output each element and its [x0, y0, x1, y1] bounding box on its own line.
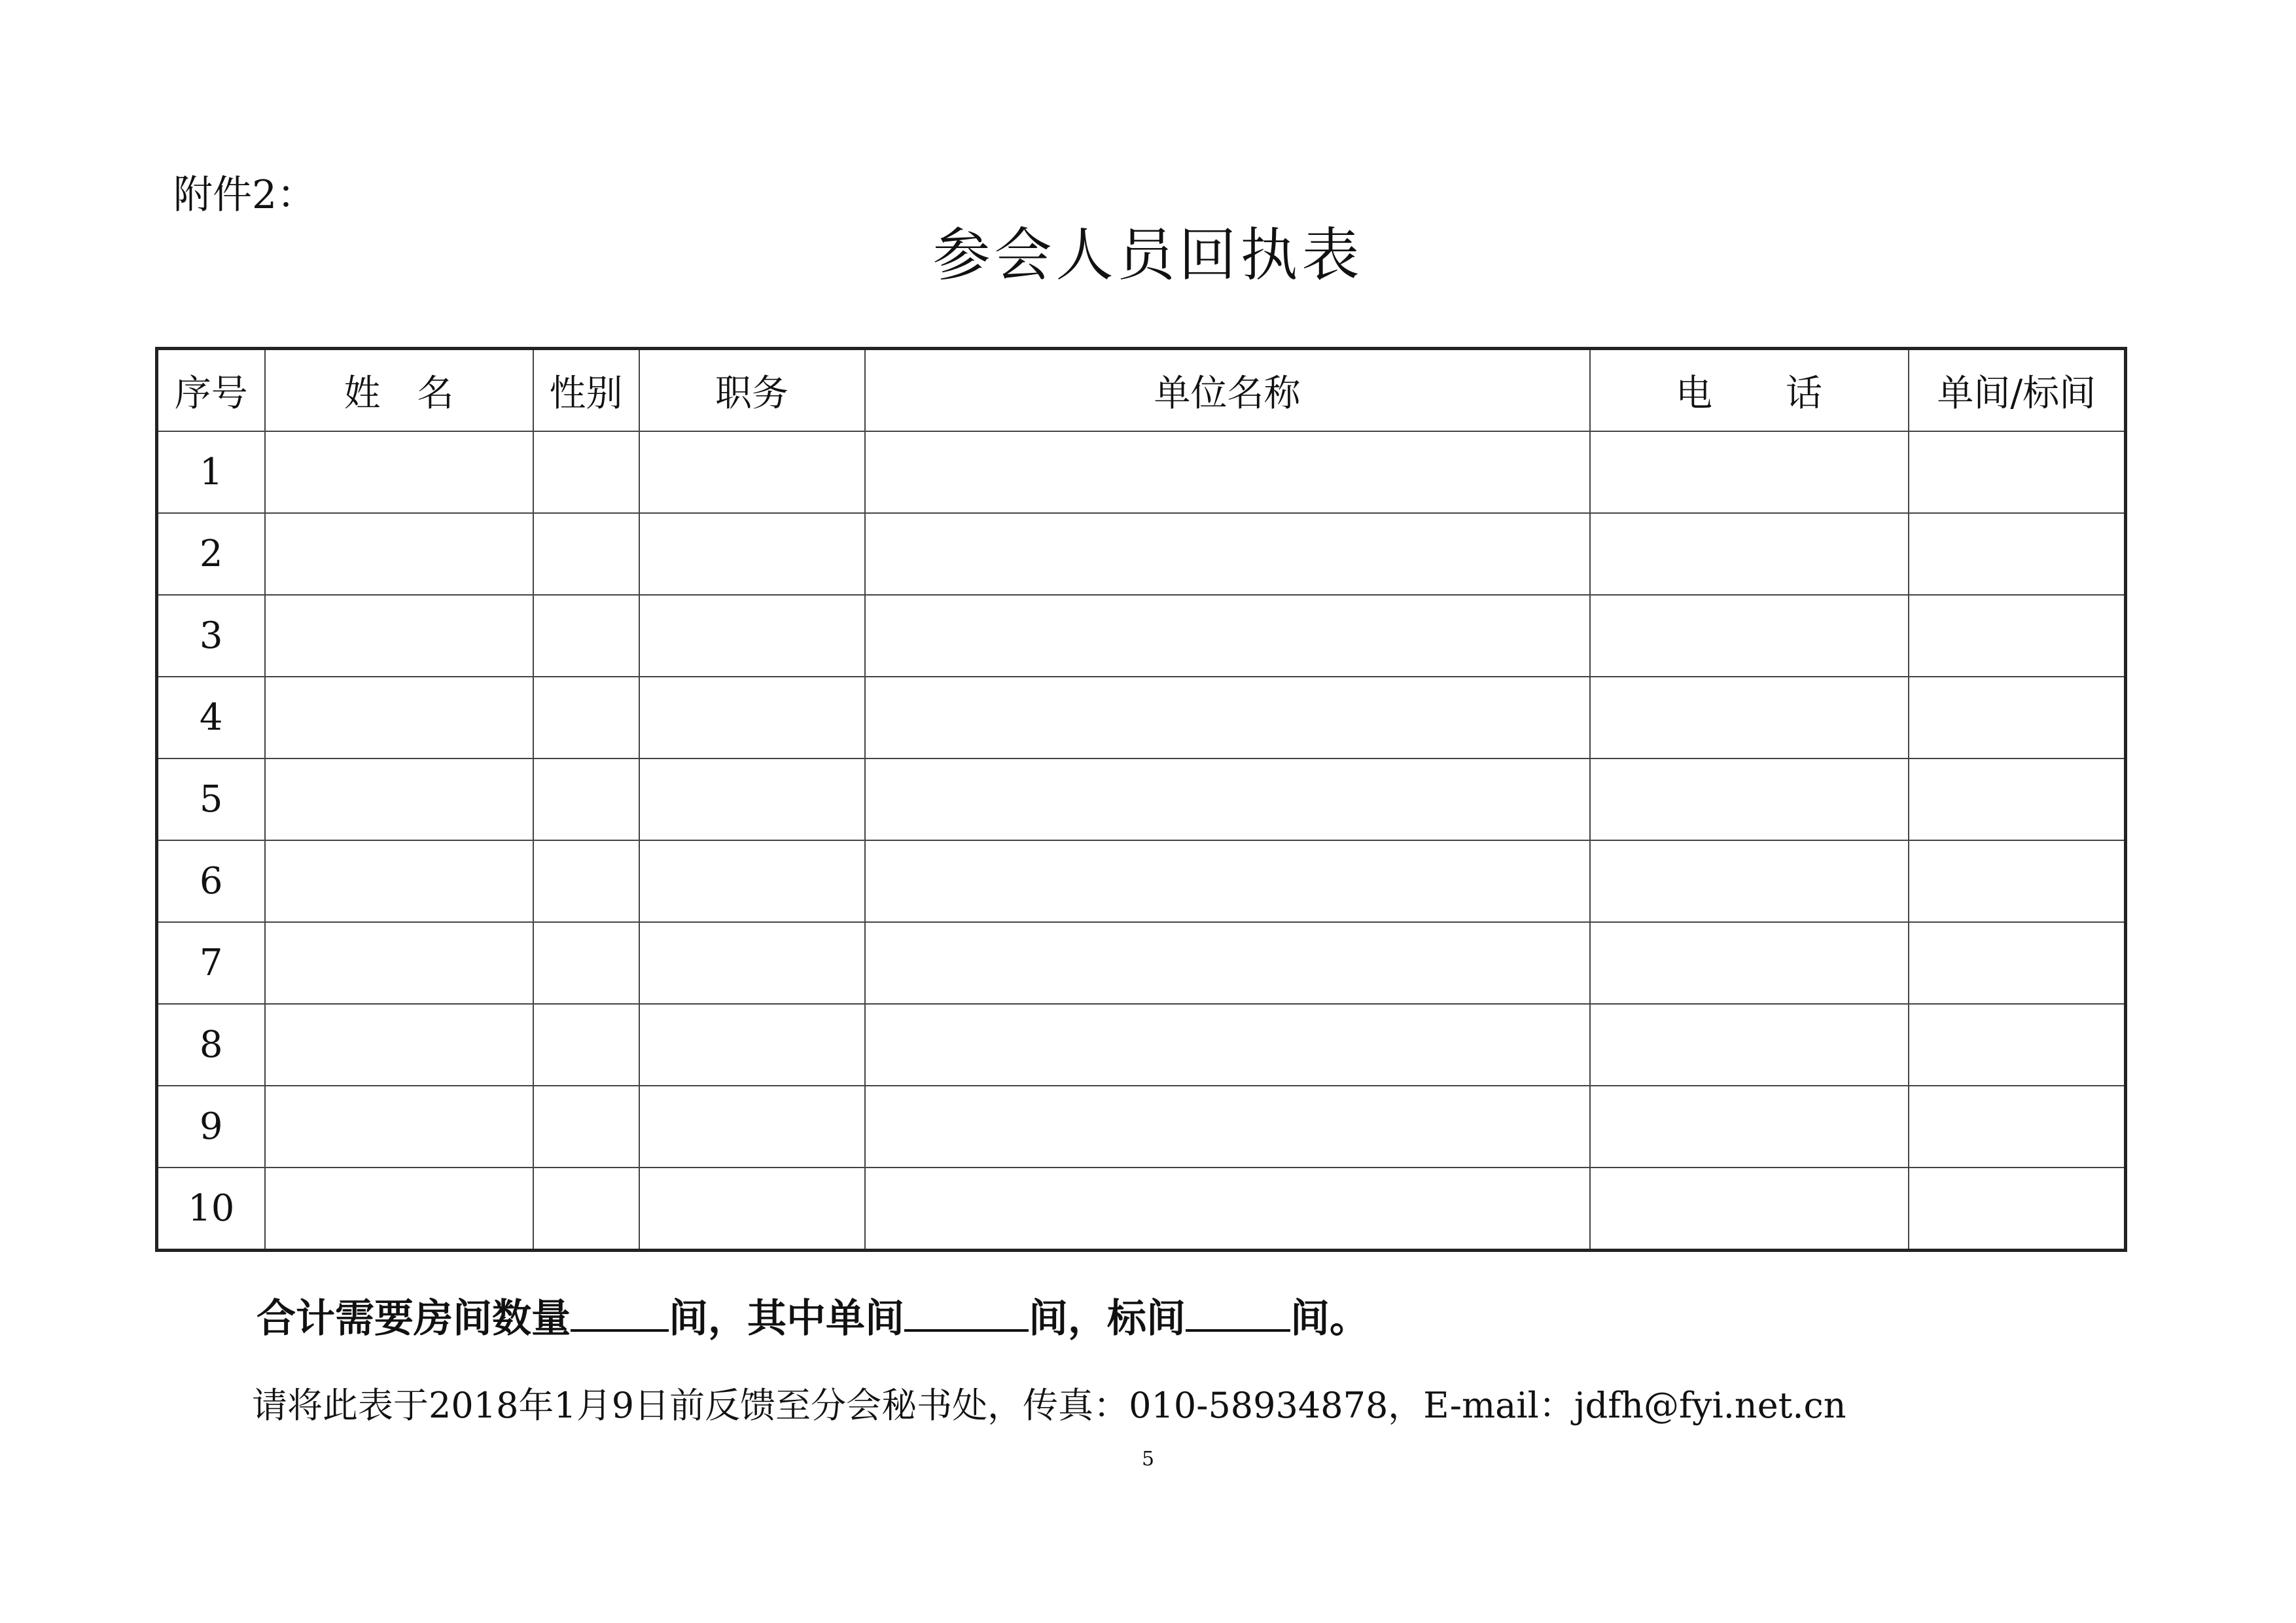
table-row: [157, 840, 2126, 922]
cell-gender[interactable]: [533, 1168, 639, 1251]
cell-phone[interactable]: [1590, 840, 1909, 922]
cell-index: 1: [157, 431, 265, 513]
cell-room-type[interactable]: [1909, 1004, 2126, 1086]
cell-name[interactable]: [265, 1086, 533, 1168]
table-row: [157, 922, 2126, 1004]
cell-name[interactable]: [265, 1168, 533, 1251]
cell-phone[interactable]: [1590, 513, 1909, 595]
cell-room-type[interactable]: [1909, 922, 2126, 1004]
cell-gender[interactable]: [533, 595, 639, 677]
cell-index: 3: [157, 595, 265, 677]
cell-index: 6: [157, 840, 265, 922]
cell-gender[interactable]: [533, 1086, 639, 1168]
header-organization: 单位名称: [865, 349, 1590, 432]
cell-position[interactable]: [639, 1004, 865, 1086]
summary-text-4: 间。: [1290, 1296, 1369, 1342]
document-title: 参会人员回执表: [932, 221, 1364, 289]
cell-organization[interactable]: [865, 513, 1590, 595]
cell-room-type[interactable]: [1909, 1168, 2126, 1251]
cell-room-type[interactable]: [1909, 758, 2126, 840]
table-row: [157, 513, 2126, 595]
cell-gender[interactable]: [533, 431, 639, 513]
table-row: [157, 677, 2126, 758]
cell-index: 5: [157, 758, 265, 840]
cell-index: 10: [157, 1168, 265, 1251]
cell-organization[interactable]: [865, 1086, 1590, 1168]
cell-position[interactable]: [639, 1168, 865, 1251]
cell-gender[interactable]: [533, 1004, 639, 1086]
cell-phone[interactable]: [1590, 595, 1909, 677]
cell-phone[interactable]: [1590, 922, 1909, 1004]
standard-rooms-blank[interactable]: [1186, 1293, 1290, 1332]
cell-gender[interactable]: [533, 758, 639, 840]
cell-gender[interactable]: [533, 513, 639, 595]
cell-name[interactable]: [265, 840, 533, 922]
total-rooms-blank[interactable]: [571, 1293, 669, 1332]
cell-name[interactable]: [265, 677, 533, 758]
cell-phone[interactable]: [1590, 677, 1909, 758]
room-summary: [256, 1293, 1369, 1345]
cell-room-type[interactable]: [1909, 840, 2126, 922]
summary-text-1: 合计需要房间数量: [256, 1296, 571, 1342]
single-rooms-blank[interactable]: [904, 1293, 1029, 1332]
registration-table: [155, 347, 2127, 1252]
table-row: [157, 758, 2126, 840]
cell-gender[interactable]: [533, 840, 639, 922]
table-header-row: [157, 349, 2126, 432]
header-position: 职务: [639, 349, 865, 432]
header-room-type: 单间/标间: [1909, 349, 2126, 432]
cell-room-type[interactable]: [1909, 1086, 2126, 1168]
cell-position[interactable]: [639, 1086, 865, 1168]
page-number: 5: [1141, 1448, 1155, 1471]
table-body: [157, 431, 2126, 1251]
table-row: [157, 1168, 2126, 1251]
cell-index: 7: [157, 922, 265, 1004]
cell-gender[interactable]: [533, 677, 639, 758]
cell-room-type[interactable]: [1909, 677, 2126, 758]
cell-index: 8: [157, 1004, 265, 1086]
table-row: [157, 1086, 2126, 1168]
cell-position[interactable]: [639, 431, 865, 513]
cell-room-type[interactable]: [1909, 431, 2126, 513]
cell-position[interactable]: [639, 595, 865, 677]
cell-name[interactable]: [265, 595, 533, 677]
cell-position[interactable]: [639, 840, 865, 922]
cell-name[interactable]: [265, 513, 533, 595]
header-index: 序号: [157, 349, 265, 432]
summary-text-3: 间，标间: [1029, 1296, 1186, 1342]
cell-room-type[interactable]: [1909, 595, 2126, 677]
cell-name[interactable]: [265, 1004, 533, 1086]
cell-organization[interactable]: [865, 677, 1590, 758]
cell-organization[interactable]: [865, 1004, 1590, 1086]
cell-name[interactable]: [265, 922, 533, 1004]
cell-index: 4: [157, 677, 265, 758]
cell-organization[interactable]: [865, 922, 1590, 1004]
cell-position[interactable]: [639, 922, 865, 1004]
cell-phone[interactable]: [1590, 758, 1909, 840]
header-name: 姓 名: [265, 349, 533, 432]
cell-phone[interactable]: [1590, 1168, 1909, 1251]
cell-index: 9: [157, 1086, 265, 1168]
cell-position[interactable]: [639, 513, 865, 595]
table-row: [157, 595, 2126, 677]
cell-phone[interactable]: [1590, 1086, 1909, 1168]
header-gender: 性别: [533, 349, 639, 432]
cell-index: 2: [157, 513, 265, 595]
cell-position[interactable]: [639, 758, 865, 840]
cell-gender[interactable]: [533, 922, 639, 1004]
cell-name[interactable]: [265, 431, 533, 513]
cell-organization[interactable]: [865, 431, 1590, 513]
header-phone: 电 话: [1590, 349, 1909, 432]
cell-room-type[interactable]: [1909, 513, 2126, 595]
summary-text-2: 间，其中单间: [669, 1296, 904, 1342]
cell-name[interactable]: [265, 758, 533, 840]
cell-organization[interactable]: [865, 758, 1590, 840]
table-row: [157, 1004, 2126, 1086]
footer-note: 请将此表于2018年1月9日前反馈至分会秘书处，传真：010-58934878，E-mail：jdfh@fyi.net.cn: [252, 1385, 1846, 1426]
cell-phone[interactable]: [1590, 431, 1909, 513]
cell-organization[interactable]: [865, 1168, 1590, 1251]
cell-organization[interactable]: [865, 595, 1590, 677]
attachment-label: 附件2：: [173, 172, 317, 218]
cell-organization[interactable]: [865, 840, 1590, 922]
cell-phone[interactable]: [1590, 1004, 1909, 1086]
table-row: [157, 431, 2126, 513]
cell-position[interactable]: [639, 677, 865, 758]
